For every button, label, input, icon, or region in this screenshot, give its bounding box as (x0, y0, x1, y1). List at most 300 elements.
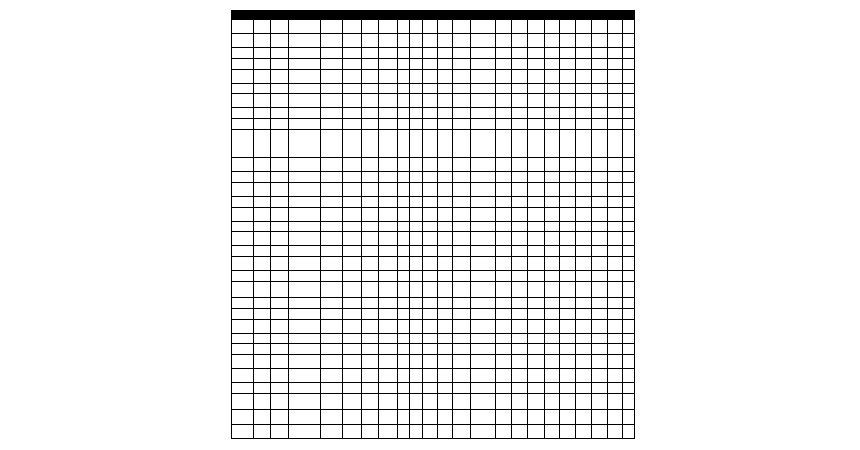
table-cell (423, 232, 438, 246)
table-cell (608, 172, 623, 183)
table-cell (528, 157, 545, 171)
table-cell (398, 257, 410, 271)
table-cell (560, 48, 576, 59)
table-cell (608, 424, 623, 438)
table-cell (576, 196, 592, 207)
table-cell (545, 119, 560, 130)
table-cell (453, 157, 471, 171)
table-cell (379, 94, 398, 108)
table-cell (321, 281, 343, 298)
table-cell (453, 333, 471, 344)
table-cell (576, 333, 592, 344)
table-cell (398, 20, 410, 34)
table-cell (560, 83, 576, 94)
table-cell (471, 157, 496, 171)
table-cell (362, 410, 379, 424)
table-row (232, 196, 635, 207)
table-cell (438, 58, 453, 69)
table-cell (438, 344, 453, 355)
table-cell (545, 410, 560, 424)
table-cell (453, 48, 471, 59)
table-cell (471, 257, 496, 271)
table-cell (343, 108, 362, 119)
table-cell (438, 182, 453, 196)
table-cell (398, 94, 410, 108)
table-cell (471, 20, 496, 34)
table-cell (343, 129, 362, 157)
table-cell (410, 108, 423, 119)
table-cell (471, 58, 496, 69)
table-cell (379, 354, 398, 368)
column-header (232, 11, 254, 20)
table-cell (608, 20, 623, 34)
table-cell (271, 232, 289, 246)
table-cell (592, 319, 608, 333)
table-cell (362, 20, 379, 34)
table-cell (453, 257, 471, 271)
table-cell (545, 172, 560, 183)
table-cell (453, 172, 471, 183)
table-cell (512, 308, 528, 319)
column-header (271, 11, 289, 20)
table-cell (362, 369, 379, 383)
table-cell (289, 69, 321, 83)
table-cell (528, 257, 545, 271)
table-cell (254, 298, 271, 309)
table-cell (528, 83, 545, 94)
table-cell (528, 119, 545, 130)
table-cell (528, 344, 545, 355)
table-cell (592, 232, 608, 246)
table-cell (232, 129, 254, 157)
table-cell (471, 424, 496, 438)
table-cell (576, 383, 592, 394)
table-cell (608, 354, 623, 368)
table-cell (592, 48, 608, 59)
data-table (231, 10, 635, 439)
table-cell (528, 232, 545, 246)
table-cell (254, 34, 271, 48)
table-cell (608, 48, 623, 59)
table-cell (438, 246, 453, 257)
table-cell (560, 69, 576, 83)
table-cell (398, 344, 410, 355)
table-cell (379, 308, 398, 319)
table-cell (289, 410, 321, 424)
table-row (232, 20, 635, 34)
table-cell (528, 172, 545, 183)
table-cell (623, 94, 635, 108)
table-cell (512, 94, 528, 108)
table-cell (289, 271, 321, 282)
table-cell (398, 48, 410, 59)
table-cell (321, 34, 343, 48)
table-cell (608, 119, 623, 130)
table-cell (232, 383, 254, 394)
table-cell (423, 221, 438, 232)
table-cell (512, 232, 528, 246)
table-cell (423, 246, 438, 257)
table-cell (254, 108, 271, 119)
table-cell (453, 281, 471, 298)
table-cell (512, 271, 528, 282)
table-cell (560, 383, 576, 394)
table-cell (592, 257, 608, 271)
table-cell (453, 83, 471, 94)
table-cell (321, 129, 343, 157)
table-cell (623, 424, 635, 438)
table-cell (398, 83, 410, 94)
table-row (232, 410, 635, 424)
table-cell (343, 48, 362, 59)
table-cell (471, 196, 496, 207)
table-cell (271, 83, 289, 94)
data-sheet (231, 10, 628, 439)
table-cell (438, 119, 453, 130)
table-cell (438, 108, 453, 119)
table-cell (343, 410, 362, 424)
table-cell (232, 119, 254, 130)
table-cell (254, 182, 271, 196)
table-cell (343, 232, 362, 246)
table-cell (623, 83, 635, 94)
table-cell (512, 34, 528, 48)
table-cell (608, 232, 623, 246)
table-cell (398, 34, 410, 48)
table-cell (398, 207, 410, 221)
column-header (289, 11, 321, 20)
table-cell (254, 424, 271, 438)
table-cell (438, 369, 453, 383)
table-cell (423, 369, 438, 383)
table-cell (271, 69, 289, 83)
table-cell (438, 393, 453, 410)
table-cell (623, 319, 635, 333)
column-header (608, 11, 623, 20)
table-cell (576, 393, 592, 410)
table-row (232, 182, 635, 196)
table-cell (438, 298, 453, 309)
table-cell (528, 34, 545, 48)
column-header (254, 11, 271, 20)
table-cell (410, 69, 423, 83)
table-cell (232, 207, 254, 221)
table-cell (362, 246, 379, 257)
table-cell (289, 207, 321, 221)
table-cell (379, 58, 398, 69)
table-cell (271, 257, 289, 271)
table-cell (545, 333, 560, 344)
table-cell (410, 333, 423, 344)
table-cell (410, 410, 423, 424)
column-header (512, 11, 528, 20)
table-cell (512, 383, 528, 394)
table-cell (496, 281, 512, 298)
table-cell (545, 20, 560, 34)
table-cell (410, 34, 423, 48)
table-cell (343, 34, 362, 48)
table-cell (271, 369, 289, 383)
table-cell (232, 58, 254, 69)
table-cell (379, 298, 398, 309)
table-cell (362, 344, 379, 355)
table-cell (321, 246, 343, 257)
table-cell (289, 308, 321, 319)
table-cell (576, 271, 592, 282)
table-cell (423, 281, 438, 298)
table-cell (232, 221, 254, 232)
table-cell (362, 207, 379, 221)
table-cell (343, 354, 362, 368)
table-cell (560, 157, 576, 171)
table-cell (343, 83, 362, 94)
table-cell (545, 232, 560, 246)
table-cell (471, 298, 496, 309)
table-cell (232, 271, 254, 282)
table-row (232, 383, 635, 394)
table-cell (592, 271, 608, 282)
table-cell (410, 354, 423, 368)
table-row (232, 83, 635, 94)
table-cell (623, 410, 635, 424)
table-cell (592, 157, 608, 171)
table-cell (592, 333, 608, 344)
table-cell (232, 257, 254, 271)
table-cell (623, 298, 635, 309)
table-cell (471, 129, 496, 157)
column-header (576, 11, 592, 20)
table-cell (623, 48, 635, 59)
table-cell (576, 172, 592, 183)
table-cell (576, 319, 592, 333)
table-cell (576, 308, 592, 319)
table-cell (496, 20, 512, 34)
table-cell (623, 281, 635, 298)
table-cell (343, 393, 362, 410)
table-cell (232, 246, 254, 257)
table-cell (592, 20, 608, 34)
table-cell (423, 83, 438, 94)
table-cell (410, 424, 423, 438)
table-cell (592, 383, 608, 394)
table-cell (254, 393, 271, 410)
table-row (232, 172, 635, 183)
table-cell (496, 172, 512, 183)
table-cell (592, 58, 608, 69)
table-cell (410, 20, 423, 34)
table-cell (545, 182, 560, 196)
table-cell (379, 119, 398, 130)
table-cell (592, 196, 608, 207)
table-cell (410, 232, 423, 246)
table-cell (362, 319, 379, 333)
table-cell (545, 83, 560, 94)
table-cell (379, 108, 398, 119)
table-cell (343, 20, 362, 34)
table-cell (560, 119, 576, 130)
table-cell (528, 20, 545, 34)
table-cell (512, 48, 528, 59)
column-header (545, 11, 560, 20)
table-cell (496, 344, 512, 355)
table-cell (321, 344, 343, 355)
table-cell (232, 196, 254, 207)
table-cell (438, 207, 453, 221)
table-cell (576, 34, 592, 48)
table-cell (254, 83, 271, 94)
table-cell (623, 221, 635, 232)
table-cell (608, 246, 623, 257)
table-cell (608, 393, 623, 410)
table-cell (423, 129, 438, 157)
table-cell (528, 69, 545, 83)
table-cell (271, 182, 289, 196)
table-cell (512, 129, 528, 157)
table-cell (560, 246, 576, 257)
table-cell (528, 319, 545, 333)
table-cell (398, 319, 410, 333)
table-cell (398, 129, 410, 157)
table-cell (592, 34, 608, 48)
table-cell (410, 319, 423, 333)
table-cell (453, 298, 471, 309)
table-row (232, 354, 635, 368)
table-cell (592, 172, 608, 183)
table-cell (496, 48, 512, 59)
table-cell (398, 69, 410, 83)
table-cell (545, 354, 560, 368)
table-cell (379, 221, 398, 232)
table-cell (379, 196, 398, 207)
table-cell (545, 129, 560, 157)
table-cell (608, 69, 623, 83)
table-cell (512, 119, 528, 130)
table-cell (410, 393, 423, 410)
table-cell (232, 308, 254, 319)
table-cell (254, 119, 271, 130)
table-cell (528, 94, 545, 108)
table-row (232, 257, 635, 271)
table-row (232, 129, 635, 157)
table-cell (321, 48, 343, 59)
table-cell (545, 281, 560, 298)
table-cell (592, 298, 608, 309)
table-cell (471, 34, 496, 48)
column-header (398, 11, 410, 20)
table-row (232, 157, 635, 171)
table-cell (496, 333, 512, 344)
table-cell (608, 257, 623, 271)
table-cell (528, 424, 545, 438)
table-cell (423, 58, 438, 69)
table-cell (423, 157, 438, 171)
table-cell (271, 393, 289, 410)
table-cell (410, 196, 423, 207)
table-cell (254, 20, 271, 34)
table-cell (423, 393, 438, 410)
table-cell (560, 369, 576, 383)
table-cell (560, 207, 576, 221)
table-cell (496, 119, 512, 130)
table-cell (232, 48, 254, 59)
table-cell (438, 48, 453, 59)
table-cell (398, 410, 410, 424)
table-cell (528, 281, 545, 298)
table-cell (398, 119, 410, 130)
table-cell (321, 94, 343, 108)
table-cell (379, 207, 398, 221)
table-cell (362, 298, 379, 309)
table-cell (592, 69, 608, 83)
table-cell (453, 182, 471, 196)
table-cell (423, 196, 438, 207)
table-cell (471, 207, 496, 221)
table-cell (592, 369, 608, 383)
table-cell (321, 20, 343, 34)
table-cell (343, 207, 362, 221)
table-cell (254, 344, 271, 355)
table-cell (362, 196, 379, 207)
column-header (560, 11, 576, 20)
table-cell (343, 369, 362, 383)
table-cell (496, 246, 512, 257)
table-cell (438, 172, 453, 183)
table-cell (438, 221, 453, 232)
table-cell (608, 129, 623, 157)
table-cell (343, 58, 362, 69)
table-cell (623, 308, 635, 319)
table-cell (379, 232, 398, 246)
table-cell (362, 157, 379, 171)
table-cell (379, 83, 398, 94)
table-cell (254, 410, 271, 424)
table-cell (592, 308, 608, 319)
table-cell (438, 354, 453, 368)
table-cell (343, 319, 362, 333)
table-cell (576, 182, 592, 196)
table-cell (289, 257, 321, 271)
table-cell (608, 308, 623, 319)
table-cell (289, 333, 321, 344)
table-cell (321, 410, 343, 424)
table-cell (343, 157, 362, 171)
table-cell (271, 410, 289, 424)
table-cell (623, 20, 635, 34)
table-row (232, 246, 635, 257)
table-cell (623, 232, 635, 246)
table-row (232, 271, 635, 282)
table-cell (576, 48, 592, 59)
table-cell (471, 48, 496, 59)
table-cell (496, 69, 512, 83)
table-cell (592, 83, 608, 94)
table-cell (576, 221, 592, 232)
table-cell (289, 20, 321, 34)
table-cell (362, 383, 379, 394)
table-cell (423, 354, 438, 368)
table-cell (379, 369, 398, 383)
table-cell (362, 393, 379, 410)
table-cell (423, 207, 438, 221)
table-cell (321, 319, 343, 333)
table-cell (528, 207, 545, 221)
table-cell (423, 34, 438, 48)
table-cell (254, 354, 271, 368)
table-cell (471, 333, 496, 344)
table-cell (560, 108, 576, 119)
table-cell (560, 393, 576, 410)
table-cell (379, 393, 398, 410)
